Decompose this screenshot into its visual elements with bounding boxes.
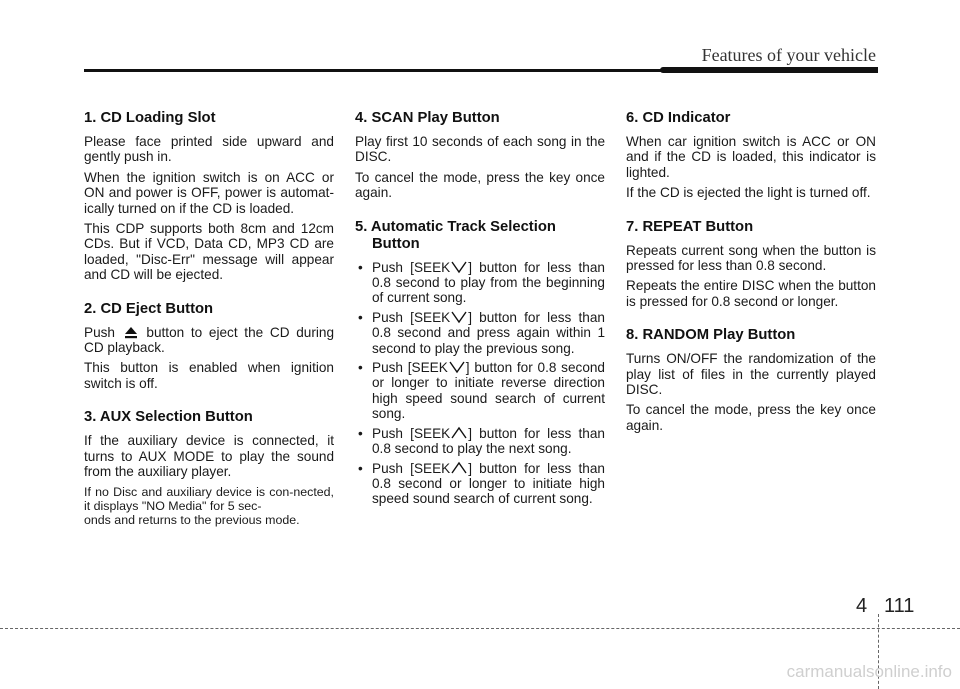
paragraph: Play first 10 seconds of each song in the DISC. xyxy=(355,134,605,165)
paragraph xyxy=(84,325,334,356)
paragraph: When car ignition switch is ACC or ON and if the CD is loaded, this indicator is lighted. xyxy=(626,134,876,180)
text: ] button for less than 0.8 second and press again within 1 second to play the previous song. xyxy=(372,309,605,356)
list-item xyxy=(355,426,605,457)
section-scan-play-button xyxy=(355,110,605,201)
eject-icon xyxy=(122,326,140,339)
section-cd-loading-slot xyxy=(84,110,334,283)
paragraph: Repeats current song when the button is pressed for less than 0.8 second. xyxy=(626,242,876,274)
heading-cd-eject-button: 2. CD Eject Button xyxy=(84,300,214,317)
heading-cd-loading-slot: 1. CD Loading Slot xyxy=(84,110,216,126)
chapter-number: 4 xyxy=(856,595,868,617)
text: Push [SEEK xyxy=(372,259,451,275)
seek-up-icon xyxy=(450,426,468,440)
text: ] button for less than 0.8 second or longer to initiate high speed sound search of current song. xyxy=(372,460,605,507)
column-1 xyxy=(84,110,334,546)
footer-dashed-rule xyxy=(0,628,960,629)
paragraph: Repeats the entire DISC when the button is pressed for 0.8 second or longer. xyxy=(626,278,876,309)
column-3 xyxy=(626,110,876,451)
section-cd-indicator xyxy=(626,110,876,201)
seek-down-icon xyxy=(448,360,466,374)
paragraph: To cancel the mode, press the key once again. xyxy=(626,402,876,433)
section-header-title: Features of your vehicle xyxy=(701,45,876,65)
list-item xyxy=(355,310,605,356)
watermark: carmanualsonline.info xyxy=(786,662,952,681)
section-automatic-track-selection xyxy=(355,219,605,507)
text: button to eject the CD during CD playback. xyxy=(84,324,335,356)
paragraph: onds and returns to the previous mode. xyxy=(84,513,300,528)
paragraph: When the ignition switch is on ACC or ON and power is OFF, power is automat-ically turned on if the CD is loaded. xyxy=(84,169,334,216)
text: ] button for less than 0.8 second to play from the beginning of current song. xyxy=(372,259,605,306)
text: Push [SEEK xyxy=(372,425,451,441)
paragraph: Turns ON/OFF the randomization of the play list of files in the currently played DISC. xyxy=(626,351,876,398)
paragraph: This CDP supports both 8cm and 12cm CDs. But if VCD, Data CD, MP3 CD are loaded, "Disc-Err" message will appear and CD will be ejected. xyxy=(84,221,334,283)
section-repeat-button xyxy=(626,219,876,310)
paragraph: If the CD is ejected the light is turned off. xyxy=(626,185,871,201)
text: Push [SEEK xyxy=(372,309,451,325)
seek-down-icon xyxy=(450,260,468,274)
heading-scan-play-button: 4. SCAN Play Button xyxy=(355,110,500,126)
text: Push [SEEK xyxy=(372,460,451,476)
text: Push [SEEK xyxy=(372,360,448,376)
list-item xyxy=(355,360,605,422)
paragraph: If the auxiliary device is connected, it turns to AUX MODE to play the sound from the auxiliary player. xyxy=(84,433,334,480)
heading-repeat-button: 7. REPEAT Button xyxy=(626,218,754,235)
text: ] button for less than 0.8 second to play the next song. xyxy=(372,425,605,457)
text: Push xyxy=(84,324,115,340)
seek-up-icon xyxy=(450,461,468,475)
seek-instructions-list xyxy=(355,260,605,507)
paragraph: Please face printed side upward and gently push in. xyxy=(84,134,334,165)
paragraph: This button is enabled when ignition switch is off. xyxy=(84,360,334,391)
paragraph: If no Disc and auxiliary device is con-nected, it displays "NO Media" for 5 sec- xyxy=(84,484,334,513)
heading-automatic-track-selection: 5. Automatic Track Selection Button xyxy=(355,218,556,252)
section-aux-selection-button xyxy=(84,409,334,527)
header-rule-accent xyxy=(660,67,878,73)
page-number: 111 xyxy=(884,595,915,617)
list-item xyxy=(355,461,605,507)
heading-aux-selection-button: 3. AUX Selection Button xyxy=(84,409,253,426)
heading-cd-indicator: 6. CD Indicator xyxy=(626,110,731,126)
list-item xyxy=(355,260,605,306)
section-random-play-button xyxy=(626,327,876,433)
paragraph: To cancel the mode, press the key once again. xyxy=(355,169,605,201)
seek-down-icon xyxy=(450,310,468,324)
section-cd-eject-button xyxy=(84,301,334,392)
heading-random-play-button: 8. RANDOM Play Button xyxy=(626,327,796,344)
column-2 xyxy=(355,110,605,525)
text: ] button for 0.8 second or longer to initiate reverse direction high speed sound search of current song. xyxy=(372,360,605,422)
